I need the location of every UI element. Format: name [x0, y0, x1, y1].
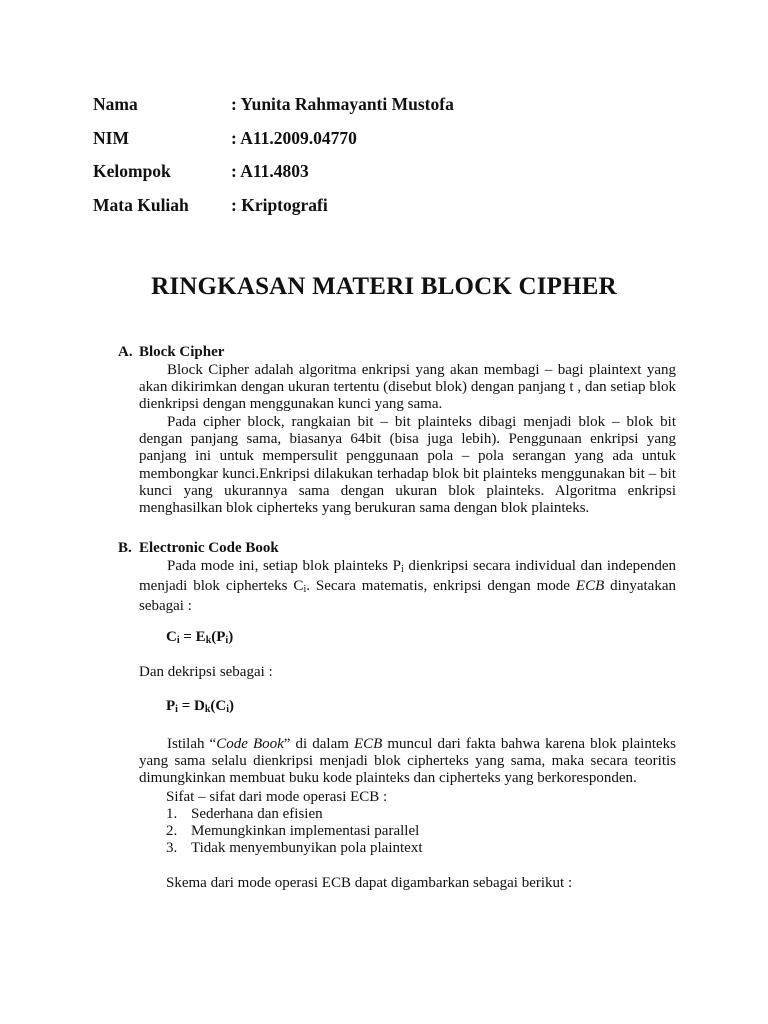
paragraph-text: Pada cipher block, rangkaian bit – bit plainteks dibagi menjadi blok – blok bit dengan panjang sama, biasanya 64bit (bisa juga lebih). Penggunaan enkripsi yang panjang ini untuk mempersulit penggunaan pola – pola serangan yang ada untuk membongkar kunci.Enkripsi dilakukan terhadap blok bit plainteks menggunakan bit – bit kunci yang ukurannya sama dengan ukuran blok plainteks. Algoritma enkripsi menghasilkan blok cipherteks yang berukuran sama dengan blok plainteks. [139, 414, 676, 517]
field-value-nama: : Yunita Rahmayanti Mustofa [231, 94, 454, 114]
field-value-nim: : A11.2009.04770 [231, 128, 357, 148]
paragraph-text: Pada mode ini, setiap blok plainteks $P_i$ dienkripsi secara individual dan independen menjadi blok cipherteks $C_i$. Secara matematis, enkripsi dengan mode ECB dinyatakan sebagai : [139, 558, 676, 615]
decryption-intro: Dan dekripsi sebagai : [139, 664, 273, 680]
decryption-formula: $P_i = D_k(C_i)$ [166, 698, 235, 715]
section-a-paragraph-2 [139, 414, 676, 517]
list-item: 2. Memungkinkan implementasi parallel [166, 823, 420, 840]
section-b-heading: Electronic Code Book [139, 540, 279, 556]
scheme-intro: Skema dari mode operasi ECB dapat digambarkan sebagai berikut : [166, 875, 573, 891]
field-label-nim: NIM [93, 128, 129, 148]
field-value-kelompok: : A11.4803 [231, 161, 309, 181]
paragraph-text: Block Cipher adalah algoritma enkripsi yang akan membagi – bagi plaintext yang akan dikirimkan dengan ukuran tertentu (disebut blok) dengan panjang t , dan setiap blok dienkripsi dengan menggunakan kunci yang sama. [139, 362, 676, 413]
list-item: 3. Tidak menyembunyikan pola plaintext [166, 840, 423, 857]
field-label-kelompok: Kelompok [93, 161, 171, 181]
section-a-letter: A. [118, 344, 133, 360]
encryption-formula: $C_i = E_k(P_i)$ [166, 629, 234, 646]
properties-list [166, 806, 423, 858]
properties-intro: Sifat – sifat dari mode operasi ECB : [166, 789, 388, 805]
list-item: 1. Sederhana dan efisien [166, 806, 323, 822]
section-b-paragraph-1 [139, 558, 676, 616]
section-b-letter: B. [118, 540, 132, 556]
field-label-mata-kuliah: Mata Kuliah [93, 195, 189, 215]
page-title: RINGKASAN MATERI BLOCK CIPHER [151, 273, 617, 300]
field-label-nama: Nama [93, 94, 138, 114]
section-b-paragraph-2 [139, 736, 676, 788]
field-value-mata-kuliah: : Kriptografi [231, 195, 328, 215]
section-a-heading: Block Cipher [139, 344, 225, 360]
section-a-paragraph-1 [139, 362, 676, 414]
paragraph-text: Istilah “Code Book” di dalam ECB muncul dari fakta bahwa karena blok plainteks yang sama selalu dienkripsi menjadi blok cipherteks yang sama, maka secara teoritis dimungkinkan membuat buku kode plainteks dan cipherteks yang berkoresponden. [139, 736, 677, 787]
